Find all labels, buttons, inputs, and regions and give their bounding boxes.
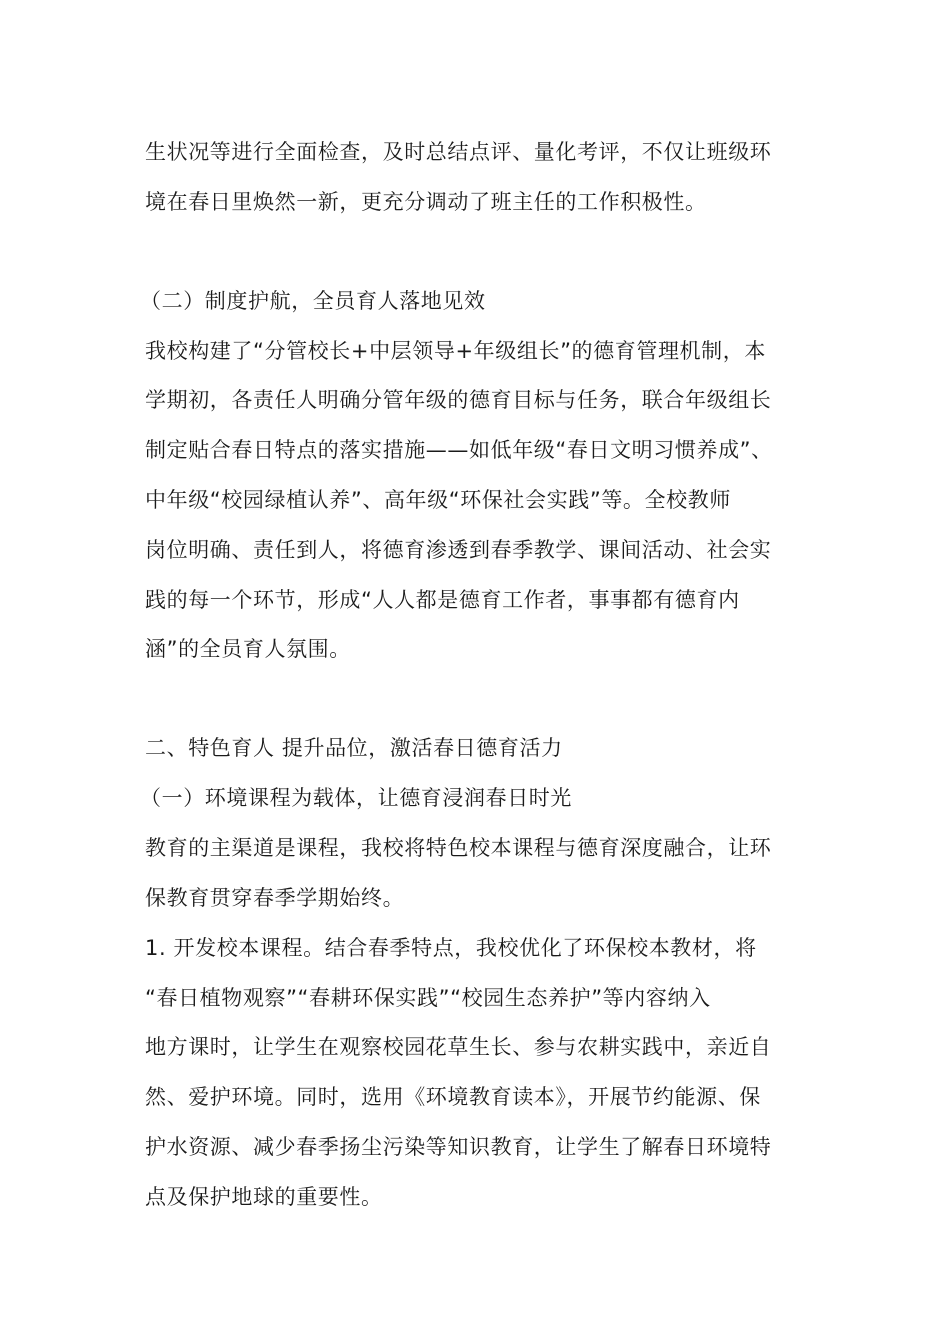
paragraph-line: 践的每一个环节，形成“人人都是德育工作者，事事都有德育内 — [145, 588, 740, 612]
paragraph-line: 岗位明确、责任到人，将德育渗透到春季教学、课间活动、社会实 — [145, 538, 772, 562]
paragraph-line: 学期初，各责任人明确分管年级的德育目标与任务，联合年级组长 — [145, 388, 772, 412]
section-subheading: （一）环境课程为载体，让德育浸润春日时光 — [140, 786, 572, 810]
paragraph-line: 然、爱护环境。同时，选用《环境教育读本》，开展节约能源、保 — [145, 1085, 761, 1109]
paragraph-line: 教育的主渠道是课程，我校将特色校本课程与德育深度融合，让环 — [145, 836, 772, 860]
section-subheading: （二）制度护航，全员育人落地见效 — [140, 289, 486, 313]
paragraph-line: 生状况等进行全面检查，及时总结点评、量化考评，不仅让班级环 — [145, 140, 772, 164]
paragraph-line: 境在春日里焕然一新，更充分调动了班主任的工作积极性。 — [145, 190, 707, 214]
section-heading: 二、特色育人 提升品位，激活春日德育活力 — [145, 736, 563, 760]
paragraph-line: 1. 开发校本课程。结合春季特点，我校优化了环保校本教材，将 — [145, 936, 757, 960]
paragraph-line: 护水资源、减少春季扬尘污染等知识教育，让学生了解春日环境特 — [145, 1135, 772, 1159]
paragraph-line: “春日植物观察”“春耕环保实践”“校园生态养护”等内容纳入 — [145, 986, 711, 1010]
paragraph-line: 中年级“校园绿植认养”、高年级“环保社会实践”等。全校教师 — [145, 488, 731, 512]
paragraph-line: 保教育贯穿春季学期始终。 — [145, 886, 405, 910]
paragraph-line: 制定贴合春日特点的落实措施——如低年级“春日文明习惯养成”、 — [145, 438, 773, 462]
paragraph-line: 点及保护地球的重要性。 — [145, 1185, 383, 1209]
paragraph-line: 我校构建了“分管校长+中层领导+年级组长”的德育管理机制，本 — [145, 339, 766, 363]
paragraph-line: 地方课时，让学生在观察校园花草生长、参与农耕实践中，亲近自 — [145, 1035, 772, 1059]
paragraph-line: 涵”的全员育人氛围。 — [145, 637, 351, 661]
